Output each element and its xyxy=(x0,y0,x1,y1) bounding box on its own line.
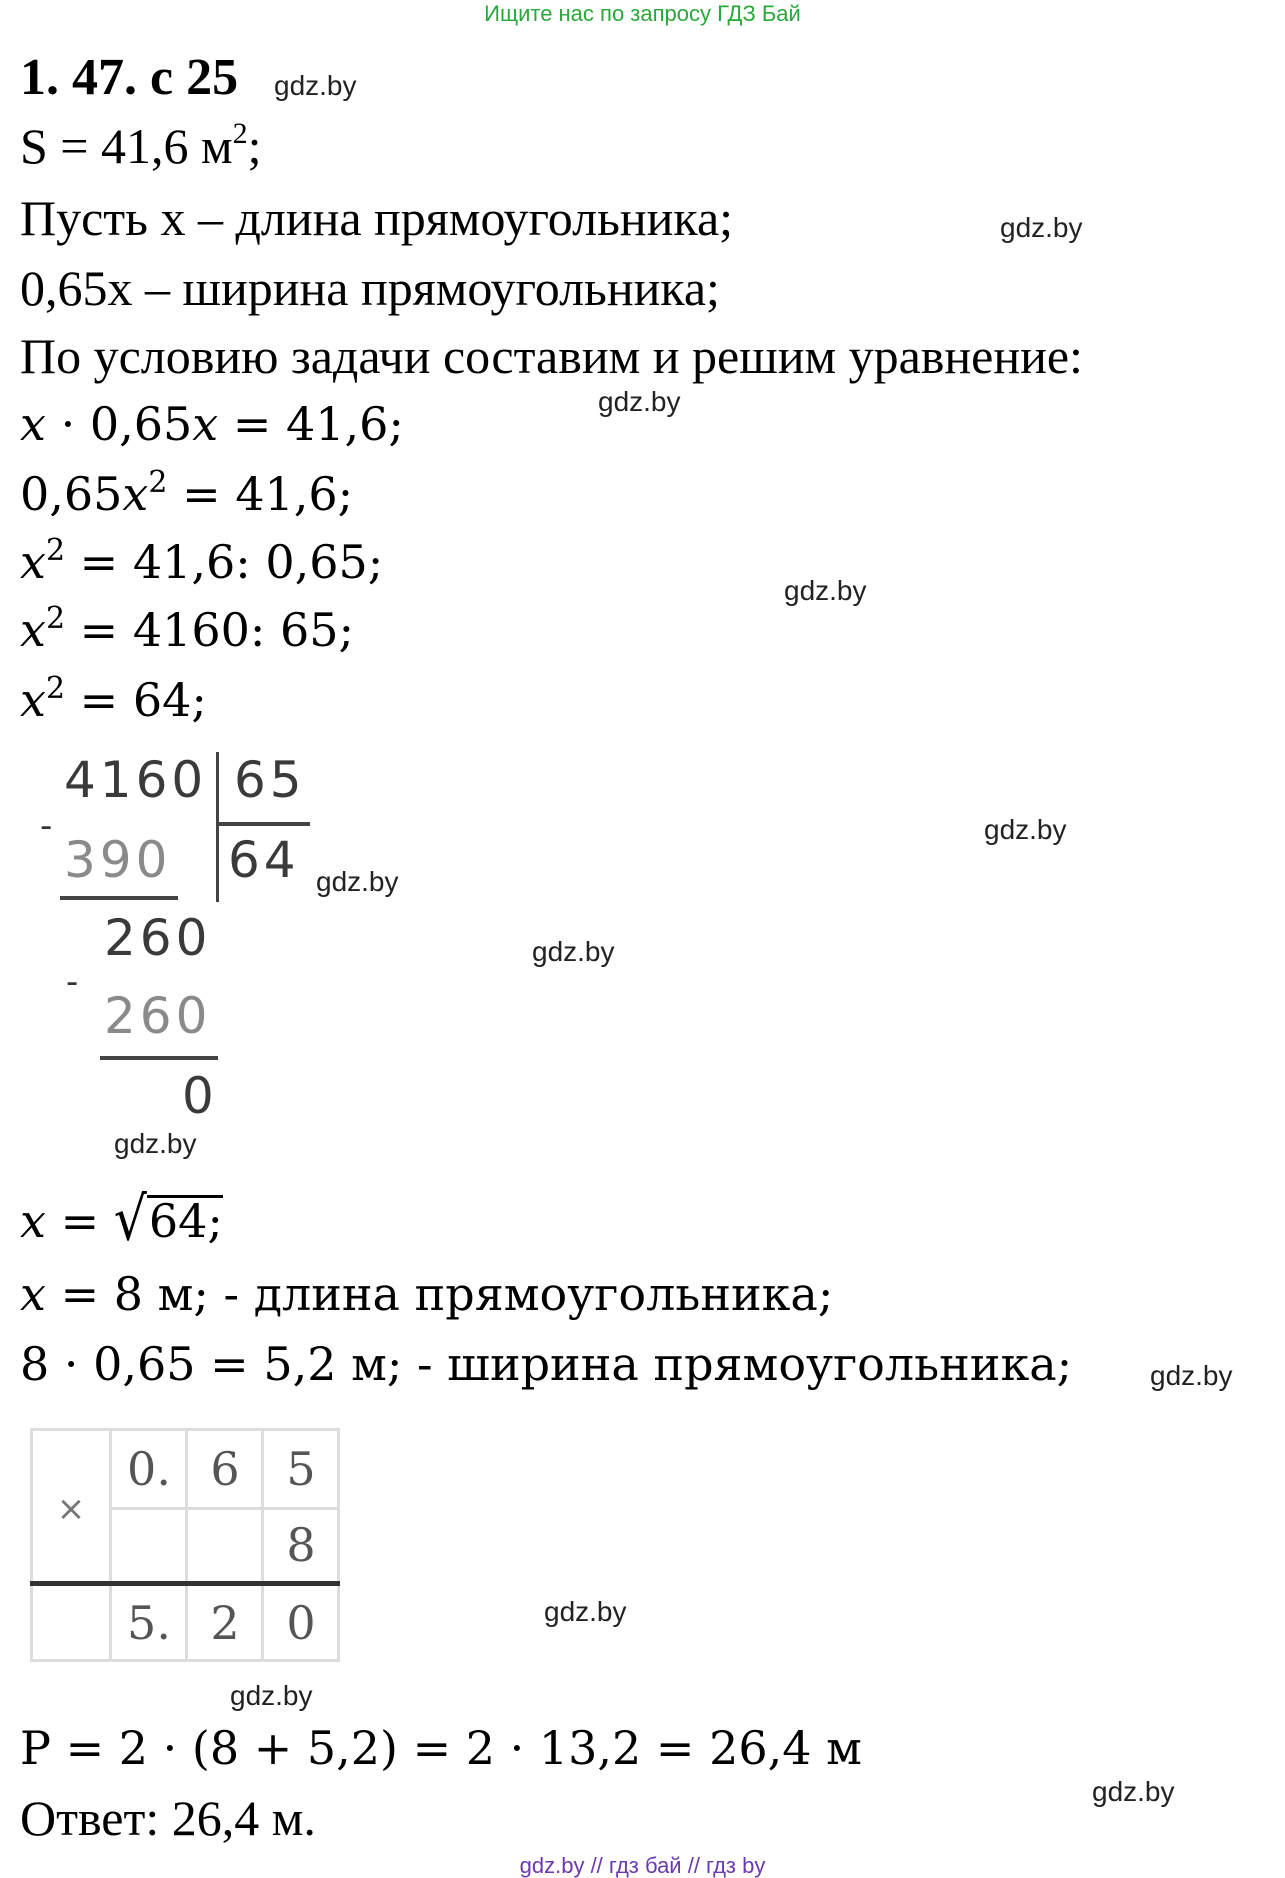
eq4-rhs: = 4160: 65; xyxy=(65,603,355,657)
sqrt-eq: = xyxy=(45,1194,114,1248)
division-rule-1 xyxy=(60,896,178,900)
grid-cell: 8 xyxy=(286,1518,316,1572)
eq5-exponent: 2 xyxy=(45,670,66,706)
var-x: x xyxy=(192,397,219,451)
grid-cell: 0 xyxy=(286,1596,316,1650)
minus-sign: - xyxy=(66,962,79,1002)
division-divisor: 65 xyxy=(234,751,306,809)
division-divisor-underline xyxy=(218,822,310,826)
top-banner[interactable]: Ищите нас по запросу ГДЗ Бай xyxy=(484,1,801,26)
equation-3 xyxy=(20,532,383,592)
equation-1 xyxy=(20,394,404,454)
length-result-line xyxy=(20,1264,833,1324)
condition-line: По условию задачи составим и решим уравнение: xyxy=(20,328,1083,384)
area-text: S = 41,6 м xyxy=(20,118,233,174)
eq2-coef: 0,65 xyxy=(20,467,123,521)
eq1-rhs: = 41,6; xyxy=(218,397,404,451)
var-x: x xyxy=(20,1267,46,1321)
minus-sign: - xyxy=(40,806,53,846)
grid-cell: 5. xyxy=(127,1596,171,1650)
grid-cell: 2 xyxy=(210,1596,240,1650)
exercise-title: 1. 47. с 25 xyxy=(20,49,239,106)
grid-cell: 0. xyxy=(127,1442,171,1496)
watermark: gdz.by xyxy=(1000,212,1083,243)
watermark: gdz.by xyxy=(114,1128,197,1159)
answer-line: Ответ: 26,4 м. xyxy=(20,1790,316,1846)
sqrt-line xyxy=(20,1185,223,1255)
eq3-rhs: = 41,6: 0,65; xyxy=(65,535,384,589)
watermark: gdz.by xyxy=(598,386,681,417)
division-remainder-1: 260 xyxy=(104,909,212,967)
width-definition-line: 0,65x – ширина прямоугольника; xyxy=(20,260,720,316)
eq2-rhs: = 41,6; xyxy=(167,467,354,521)
eq5-rhs: = 64; xyxy=(65,673,207,727)
var-x: x xyxy=(122,467,149,521)
eq3-exponent: 2 xyxy=(45,532,66,568)
footer-links[interactable]: gdz.by // гдз бай // гдз by xyxy=(519,1853,766,1878)
area-suffix: ; xyxy=(247,118,262,174)
division-subtrahend-2: 260 xyxy=(104,987,212,1045)
var-x: x xyxy=(20,535,46,589)
let-length-line: Пусть x – длина прямоугольника; xyxy=(20,190,734,246)
radical-icon: √ xyxy=(113,1185,147,1255)
watermark: gdz.by xyxy=(1150,1360,1233,1391)
area-line xyxy=(20,116,262,176)
area-exponent: 2 xyxy=(232,117,248,151)
division-rule-2 xyxy=(100,1056,218,1060)
var-x: x xyxy=(20,1194,46,1248)
perimeter-line: P = 2 · (8 + 5,2) = 2 · 13,2 = 26,4 м xyxy=(20,1721,862,1775)
multiplication-grid xyxy=(30,1428,340,1662)
equation-4 xyxy=(20,600,354,660)
watermark: gdz.by xyxy=(532,936,615,967)
division-vertical-bar xyxy=(216,752,219,902)
var-x: x xyxy=(20,397,46,451)
length-result-text: = 8 м; - длина прямоугольника; xyxy=(45,1267,834,1321)
watermark: gdz.by xyxy=(274,70,357,101)
var-x: x xyxy=(20,603,46,657)
multiply-sign: × xyxy=(56,1489,86,1529)
watermark: gdz.by xyxy=(544,1596,627,1627)
watermark: gdz.by xyxy=(1092,1776,1175,1807)
division-remainder-2: 0 xyxy=(182,1067,218,1125)
width-result-line: 8 · 0,65 = 5,2 м; - ширина прямоугольника; xyxy=(20,1337,1073,1391)
division-dividend: 4160 xyxy=(64,751,208,809)
grid-cell: 6 xyxy=(210,1442,240,1496)
var-x: x xyxy=(20,673,46,727)
equation-5 xyxy=(20,670,207,730)
grid-cell: 5 xyxy=(286,1442,316,1496)
watermark: gdz.by xyxy=(784,575,867,606)
eq2-exponent: 2 xyxy=(148,464,168,500)
watermark: gdz.by xyxy=(316,866,399,897)
watermark: gdz.by xyxy=(984,814,1067,845)
division-subtrahend-1: 390 xyxy=(64,831,172,889)
eq1-mid: · 0,65 xyxy=(45,397,193,451)
watermark: gdz.by xyxy=(230,1680,313,1711)
square-root xyxy=(113,1185,223,1255)
radicand: 64; xyxy=(148,1194,223,1248)
equation-2 xyxy=(20,464,353,524)
division-quotient: 64 xyxy=(228,831,300,889)
eq4-exponent: 2 xyxy=(45,600,66,636)
